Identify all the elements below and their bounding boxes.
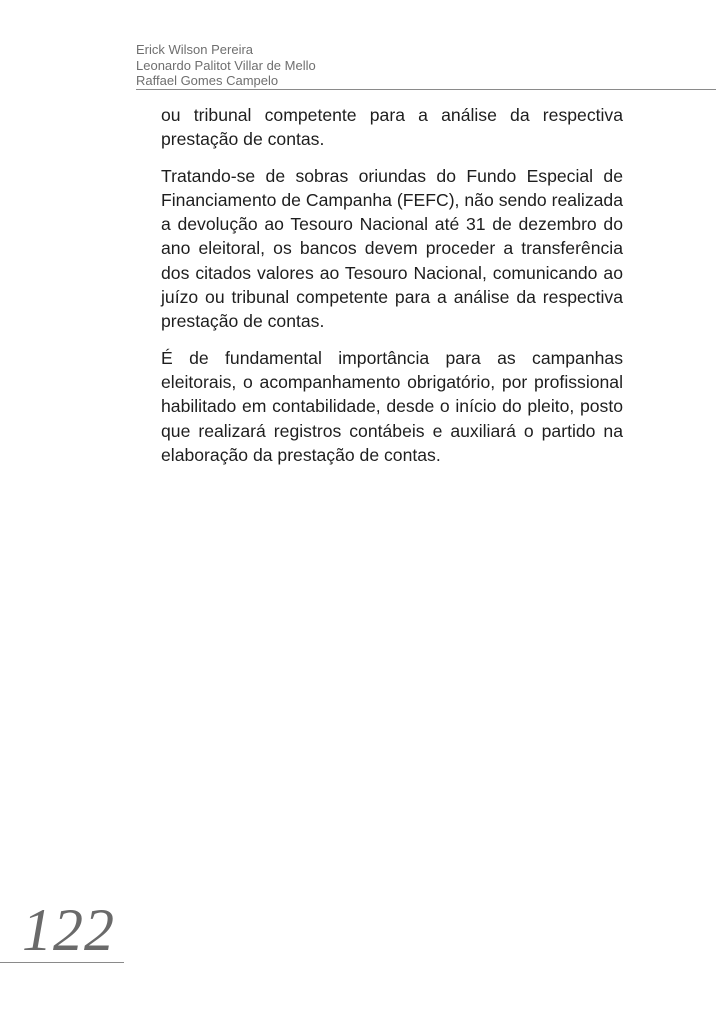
page-number-divider [0,962,124,963]
page-number: 122 [22,897,115,963]
body-text [161,103,623,479]
paragraph: Tratando-se de sobras oriundas do Fundo Especial de Financiamento de Campanha (FEFC), não sendo realizada a devolução ao Tesouro Nacional até 31 de dezembro do ano eleitoral, os bancos devem proceder a transferência dos citados valores ao Tesouro Nacional, comunicando ao juízo ou tribunal competente para a análise da respectiva prestação de contas. [161,165,623,332]
author-name: Leonardo Palitot Villar de Mello [136,57,316,73]
running-header-authors [136,42,696,89]
paragraph: ou tribunal competente para a análise da respectiva prestação de contas. [161,105,623,150]
author-name: Erick Wilson Pereira [136,42,254,57]
header-divider [136,89,716,90]
author-name: Raffael Gomes Campelo [136,73,279,88]
paragraph: É de fundamental importância para as campanhas eleitorais, o acompanhamento obrigatório, por profissional habilitado em contabilidade, desde o início do pleito, posto que realizará registros contábeis e auxiliará o partido na elaboração da prestação de contas. [161,347,623,465]
